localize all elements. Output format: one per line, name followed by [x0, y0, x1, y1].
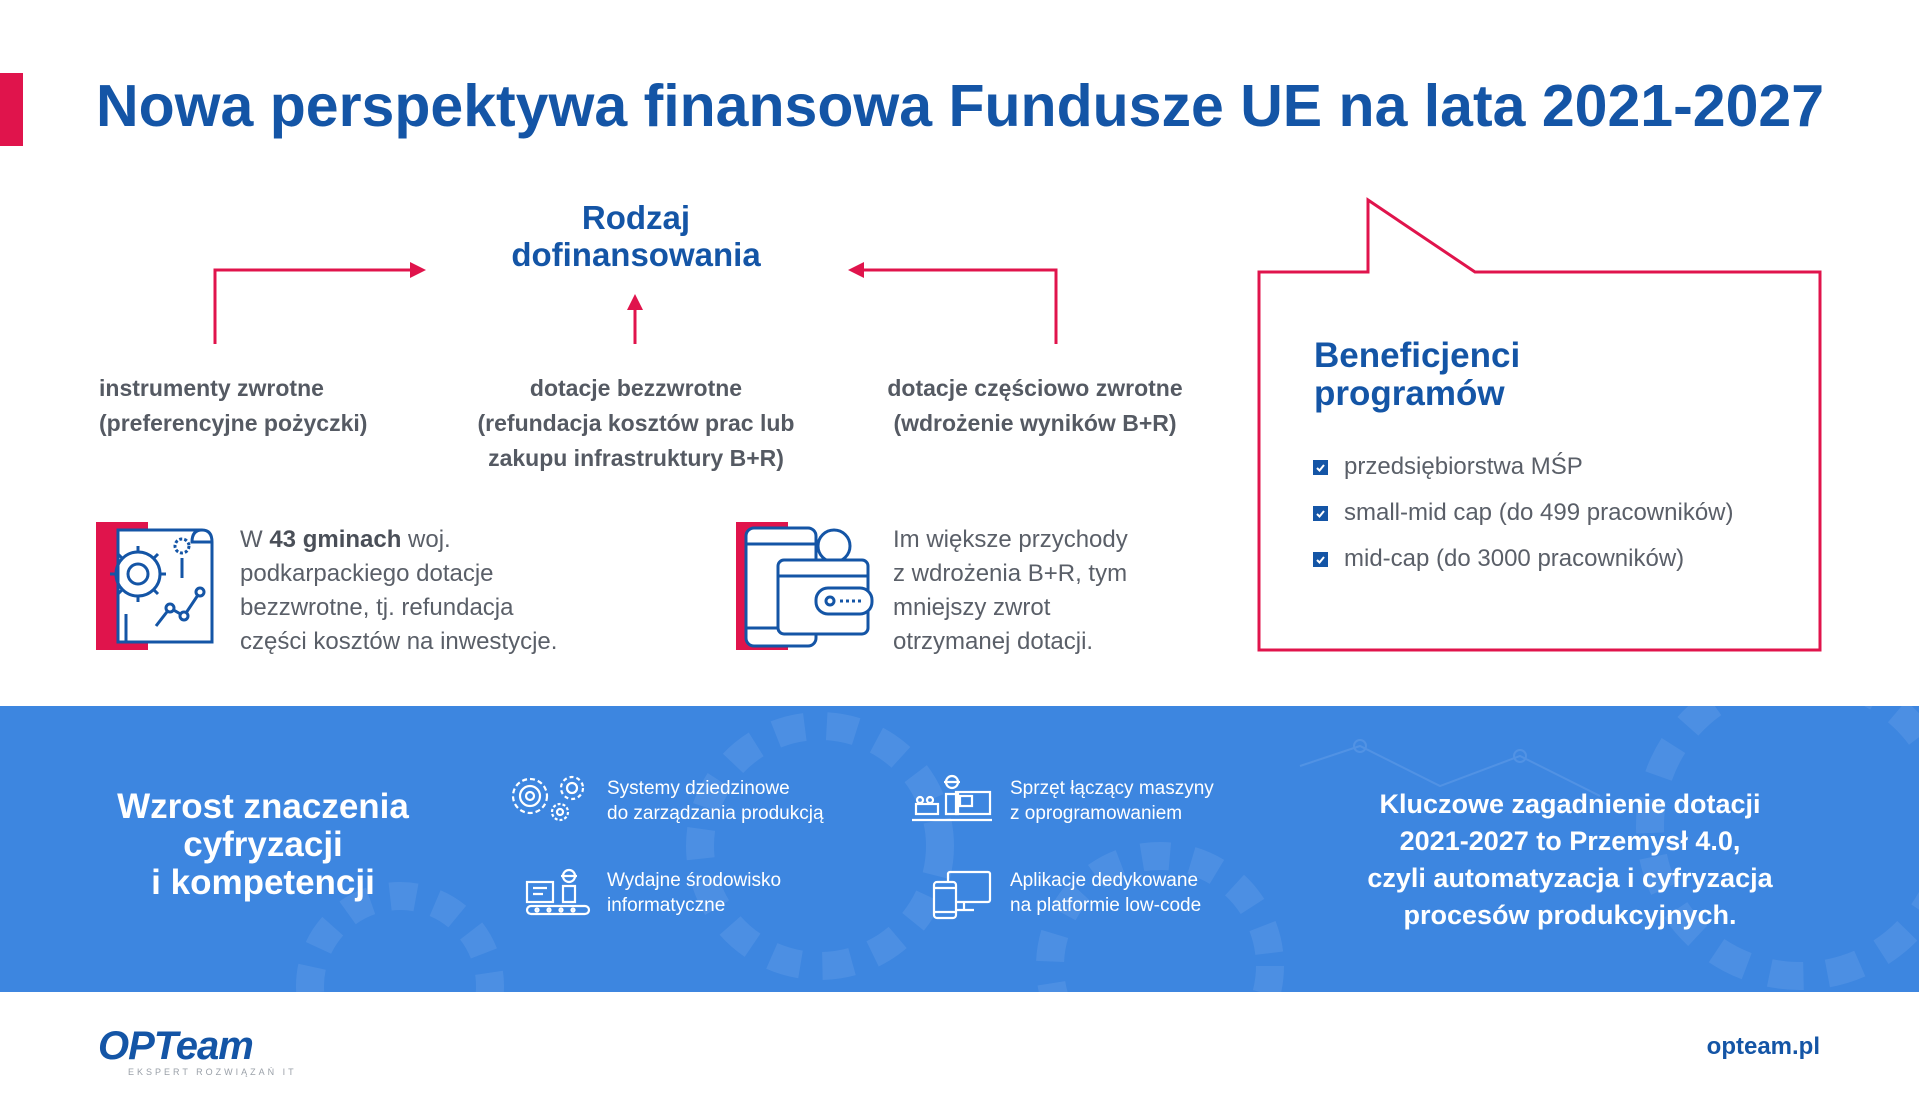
- title-years-text: 2021-2027: [1541, 73, 1825, 139]
- arrow-left-connector: [215, 270, 412, 344]
- info-bold-count: 43 gminach: [269, 526, 402, 553]
- beneficiaries-title-line1: Beneficjenci: [1314, 336, 1521, 375]
- feature-line: Aplikacje dedykowane: [1010, 870, 1199, 891]
- summary-line: czyli automatyzacja i cyfryzacja: [1367, 863, 1773, 893]
- logo-tagline: EKSPERT ROZWIĄZAŃ IT: [128, 1067, 297, 1077]
- category-label: instrumenty zwrotne: [99, 375, 324, 401]
- category-sublabel: zakupu infrastruktury B+R): [488, 445, 784, 471]
- heading-line: Wzrost znaczenia: [117, 787, 409, 826]
- gears-icon: [510, 772, 590, 824]
- checkbox-icon: [1313, 552, 1328, 567]
- digitalization-heading: [88, 788, 438, 902]
- feature-domain-systems: [607, 776, 907, 826]
- feature-it-environment: [607, 868, 907, 918]
- conveyor-worker-icon: [525, 866, 591, 918]
- info-line: otrzymanej dotacji.: [893, 628, 1094, 655]
- summary-line: Kluczowe zagadnienie dotacji: [1379, 789, 1761, 819]
- list-item: [1313, 536, 1733, 582]
- feature-low-code-apps: [1010, 868, 1310, 918]
- category-sublabel: (refundacja kosztów prac lub: [477, 410, 795, 436]
- checkbox-icon: [1313, 506, 1328, 521]
- beneficiaries-title-line2: programów: [1314, 374, 1505, 413]
- summary-line: procesów produkcyjnych.: [1403, 900, 1737, 930]
- info-municipalities-text: [240, 523, 620, 659]
- checkbox-icon: [1313, 460, 1328, 475]
- category-repayable-instruments: [99, 371, 439, 441]
- category-partially-repayable-grants: [850, 371, 1220, 441]
- arrow-left-head: [410, 262, 426, 278]
- feature-line: Wydajne środowisko: [607, 870, 782, 891]
- heading-line: i kompetencji: [151, 863, 375, 902]
- info-prefix: W: [240, 526, 270, 553]
- title-main-text: Nowa perspektywa finansowa Fundusze UE na lata: [96, 73, 1542, 139]
- beneficiaries-bubble-frame: [1259, 200, 1820, 650]
- industry-4-summary: [1330, 786, 1810, 934]
- funding-title-line2: dofinansowania: [511, 236, 761, 273]
- info-revenue-text: [893, 523, 1223, 659]
- list-item-label: przedsiębiorstwa MŚP: [1344, 453, 1583, 480]
- website-link[interactable]: opteam.pl: [1706, 1033, 1820, 1060]
- category-sublabel: (preferencyjne pożyczki): [99, 410, 368, 436]
- feature-line: z oprogramowaniem: [1010, 803, 1183, 824]
- info-line: [240, 523, 620, 557]
- info-line: Im większe przychody: [893, 526, 1128, 553]
- info-line: mniejszy zwrot: [893, 594, 1051, 621]
- category-label: dotacje częściowo zwrotne: [887, 375, 1183, 401]
- gear-blueprint-icon: [96, 522, 222, 650]
- list-item: [1313, 444, 1733, 490]
- info-line: podkarpackiego dotacje: [240, 560, 494, 587]
- arrow-right-connector: [862, 270, 1056, 344]
- feature-line: na platformie low-code: [1010, 895, 1202, 916]
- summary-line: 2021-2027 to Przemysł 4.0,: [1399, 826, 1741, 856]
- list-item-label: small-mid cap (do 499 pracowników): [1344, 499, 1734, 526]
- funding-type-title: [436, 199, 836, 273]
- info-rest: woj.: [401, 526, 451, 553]
- category-non-repayable-grants: [436, 371, 836, 476]
- arrow-center-head: [627, 294, 643, 310]
- list-item-label: mid-cap (do 3000 pracowników): [1344, 545, 1685, 572]
- heading-line: cyfryzacji: [183, 825, 343, 864]
- info-line: części kosztów na inwestycje.: [240, 628, 558, 655]
- feature-line: informatyczne: [607, 895, 726, 916]
- category-sublabel: (wdrożenie wyników B+R): [893, 410, 1177, 436]
- funding-title-line1: Rodzaj: [581, 199, 691, 236]
- feature-line: Systemy dziedzinowe: [607, 778, 790, 799]
- feature-machine-hardware: [1010, 776, 1310, 826]
- logo-wordmark: OPTeam: [98, 1024, 253, 1068]
- info-line: bezzwrotne, tj. refundacja: [240, 594, 514, 621]
- devices-icon: [932, 868, 994, 920]
- feature-line: Sprzęt łączący maszyny: [1010, 778, 1214, 799]
- category-label: dotacje bezzwrotne: [529, 375, 743, 401]
- feature-line: do zarządzania produkcją: [607, 803, 824, 824]
- phone-wallet-icon: [736, 522, 876, 650]
- beneficiaries-title: [1314, 337, 1674, 413]
- list-item: [1313, 490, 1733, 536]
- beneficiaries-list: [1313, 444, 1733, 582]
- machine-worker-icon: [910, 772, 994, 824]
- arrow-right-head: [848, 262, 864, 278]
- opteam-logo[interactable]: [98, 1025, 297, 1077]
- info-line: z wdrożenia B+R, tym: [893, 560, 1128, 587]
